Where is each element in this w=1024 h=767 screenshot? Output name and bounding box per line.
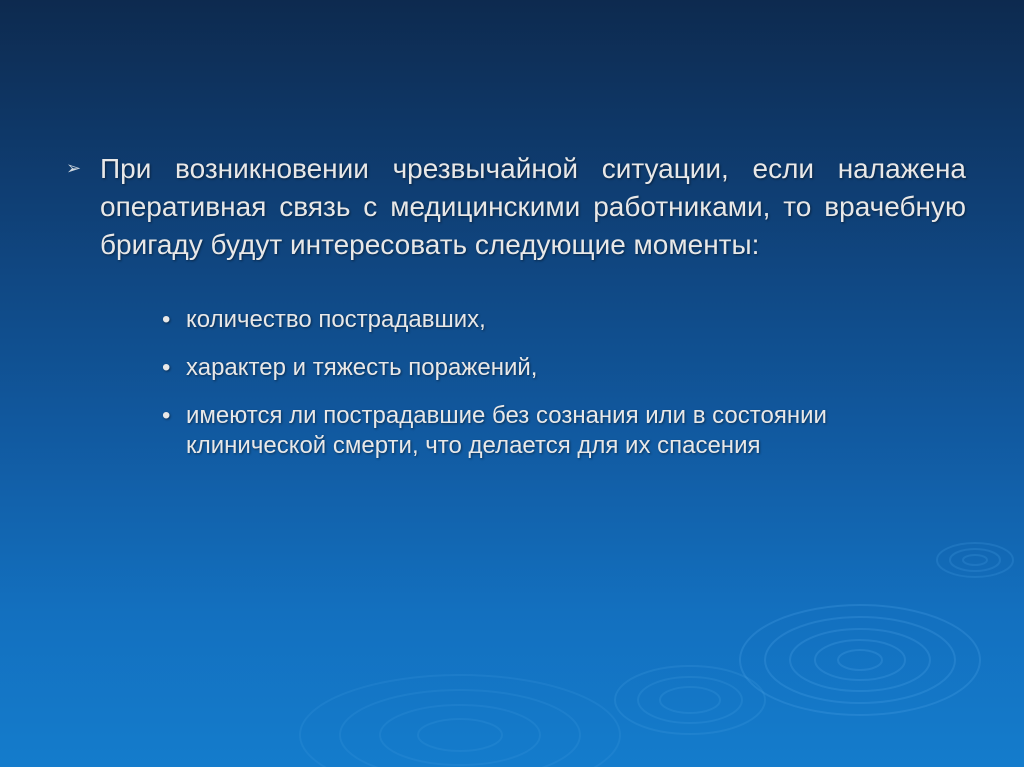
main-point-text: При возникновении чрезвычайной ситуации, если налажена оперативная связь с медицинскими работниками, то врачебную бригаду будут интересовать следующие моменты: xyxy=(100,153,966,260)
bullet-icon: • xyxy=(162,354,171,381)
arrow-bullet-icon: ➢ xyxy=(66,158,82,178)
list-item-text: количество пострадавших, xyxy=(186,306,486,333)
bullet-icon: • xyxy=(162,402,171,429)
list-item xyxy=(160,401,920,461)
bullet-icon: • xyxy=(162,306,171,333)
list-item-text: характер и тяжесть поражений, xyxy=(186,354,538,381)
list-item xyxy=(160,353,920,383)
main-bullet-point xyxy=(66,150,966,264)
sub-bullet-list xyxy=(160,305,920,479)
list-item xyxy=(160,305,920,335)
list-item-text: имеются ли пострадавшие без сознания или в состоянии клинической смерти, что делается для их спасения xyxy=(186,402,827,459)
